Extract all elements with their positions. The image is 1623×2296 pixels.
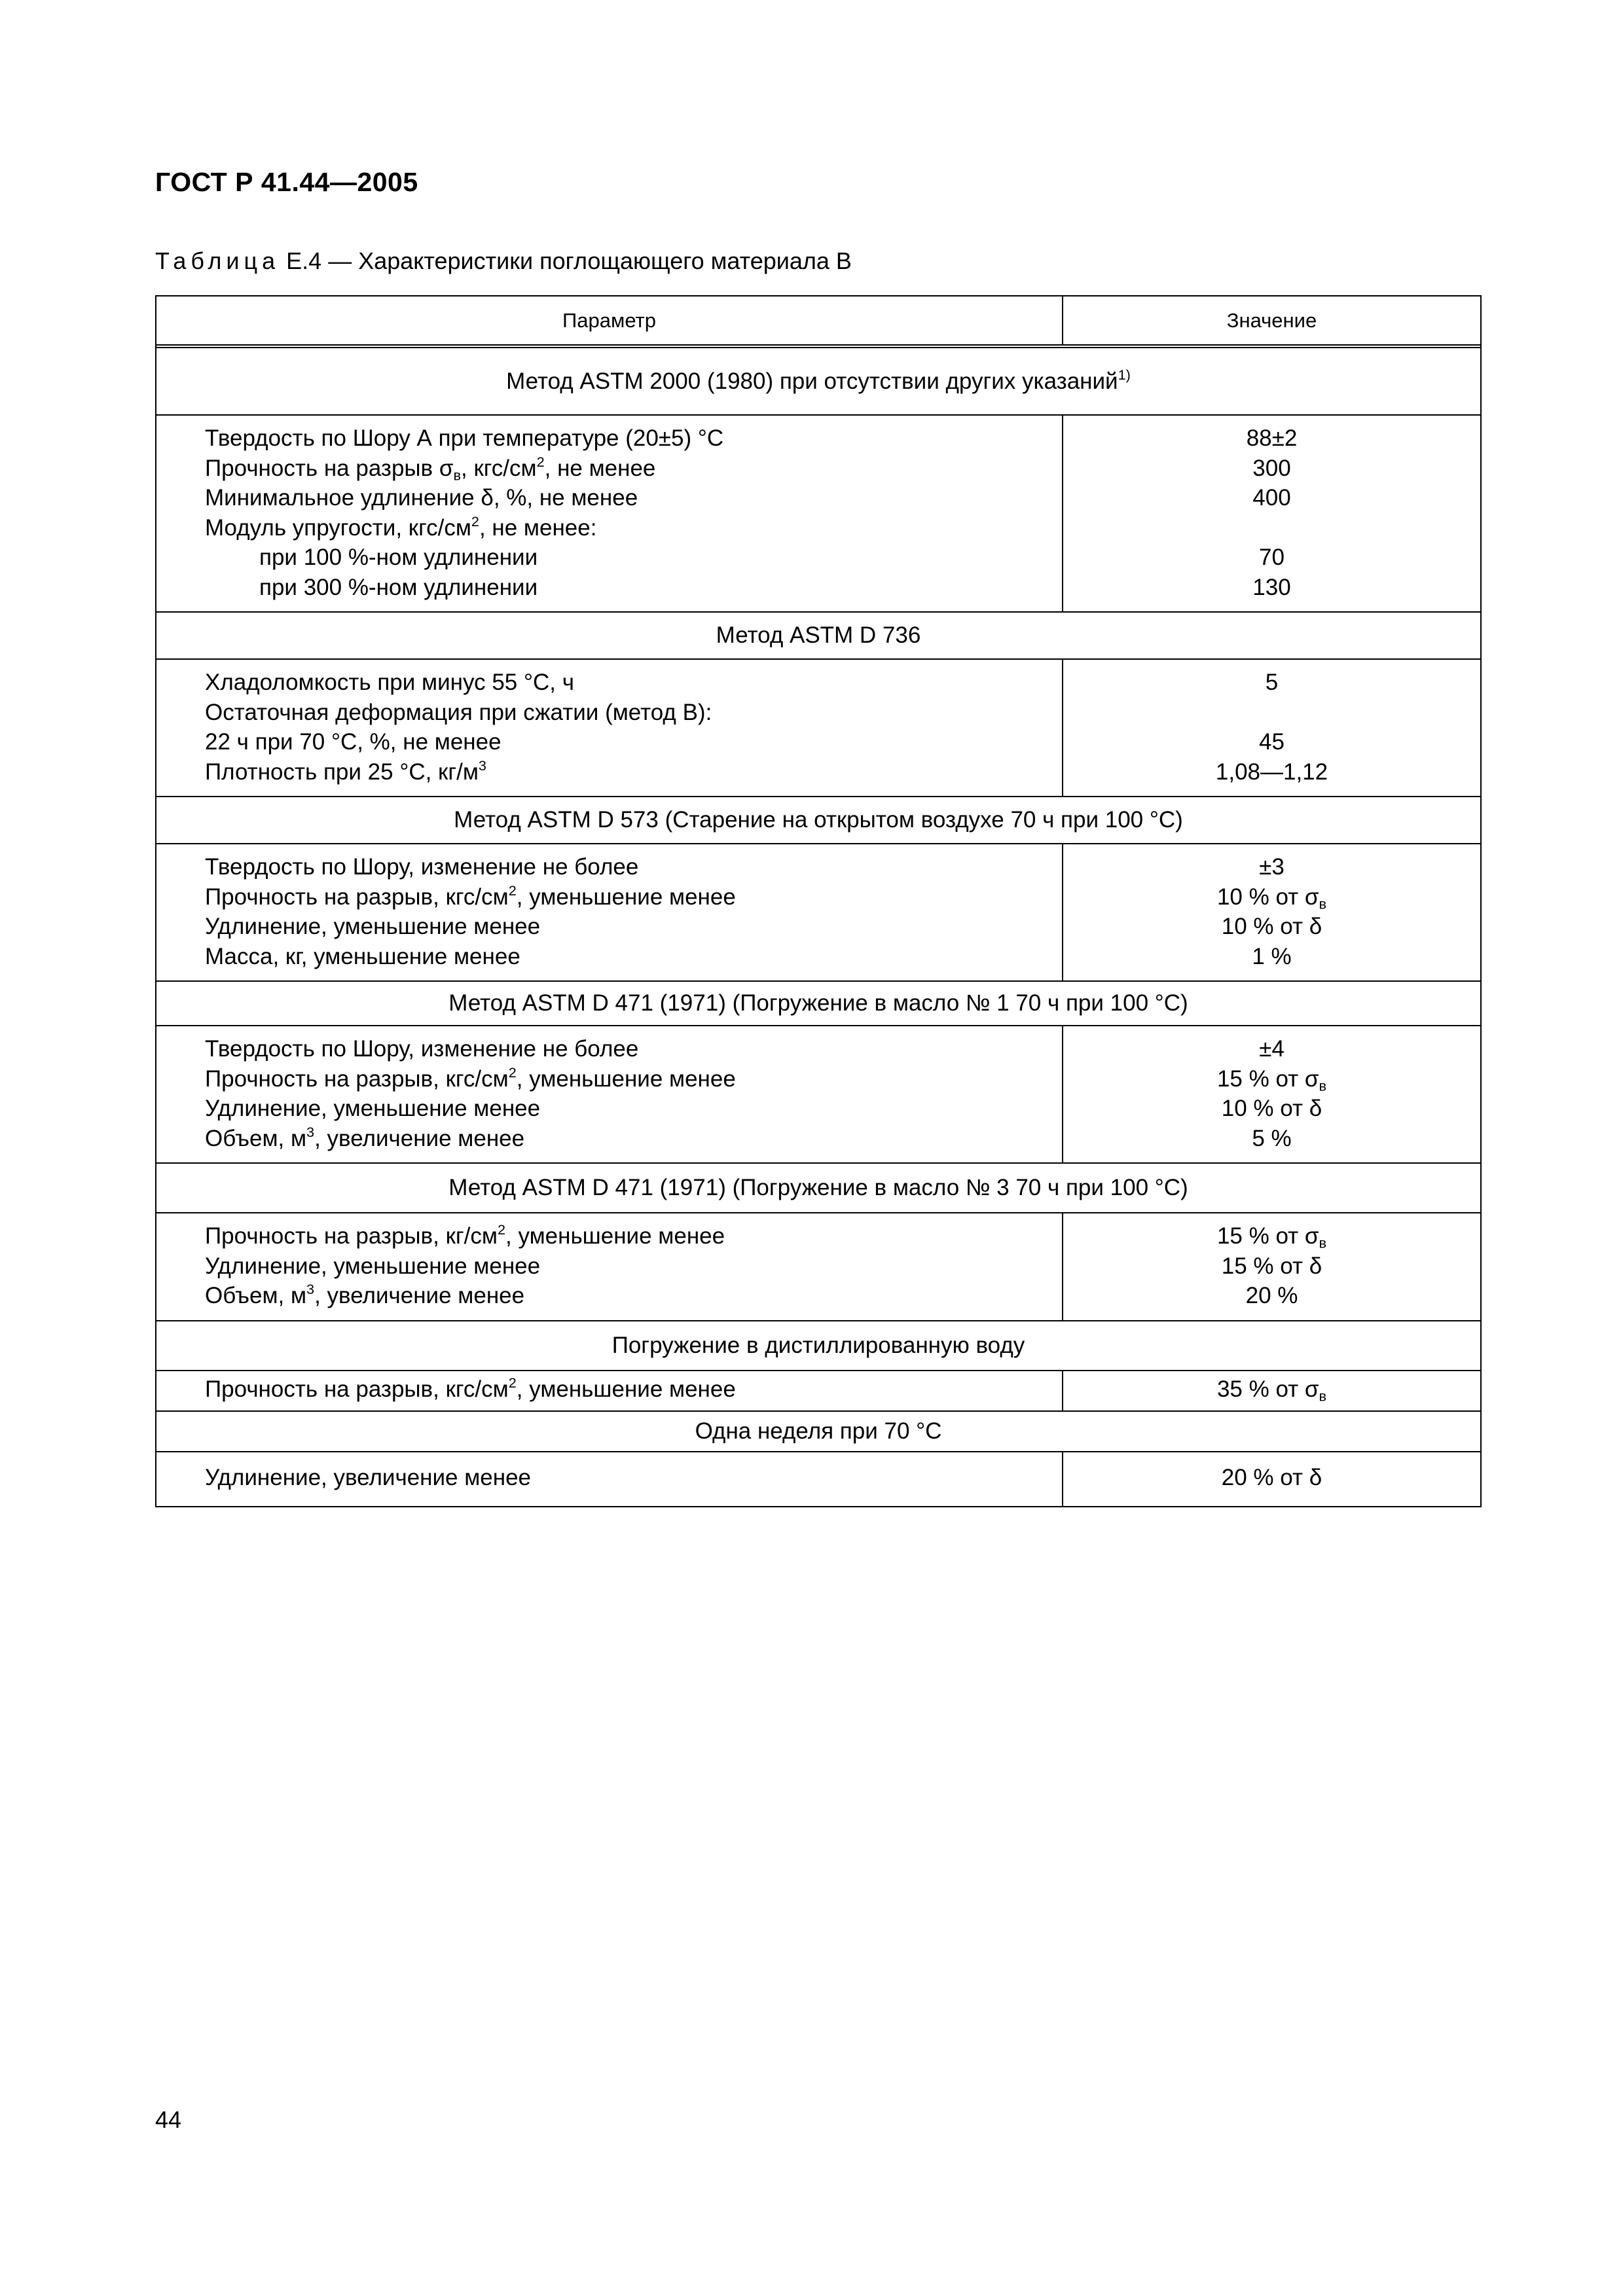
table-header-row (156, 296, 1480, 348)
parameter-cell: Прочность на разрыв, $кг/см^2$, уменьшение менее Удлинение, уменьшение менее Объем, $м^3$, увеличение менее (156, 1213, 1063, 1320)
method-group-row (156, 348, 1480, 414)
table-row (156, 658, 1480, 796)
method-title: Одна неделя при 70 °С (695, 1418, 942, 1444)
value-cell: 88±2 300 400 70 130 (1246, 425, 1298, 600)
parameter-cell: Удлинение, увеличение менее (156, 1452, 1063, 1506)
table-row (156, 1370, 1480, 1411)
column-header-value: Значение (1226, 308, 1317, 332)
method-group-row (156, 1162, 1480, 1212)
table-caption-title: Е.4 — Характеристики поглощающего материала В (280, 247, 852, 274)
table-row (156, 1212, 1480, 1320)
value-cell: ±3 10 % от $\sigma_в$ 10 % от δ 1 % (1216, 854, 1327, 969)
document-header: ГОСТ Р 41.44—2005 (155, 167, 418, 197)
parameter-cell: Прочность на разрыв, кгс/$см^2$, уменьшение менее (156, 1371, 1063, 1411)
characteristics-table (155, 295, 1482, 1507)
value-cell: 15 % от $\sigma_в$ 15 % от δ 20 % (1216, 1223, 1327, 1308)
table-caption-prefix: Таблица (155, 247, 280, 274)
value-cell: 5 45 1,08—1,12 (1215, 670, 1328, 785)
table-caption (155, 247, 852, 275)
method-title: Метод ASTM D 736 (716, 622, 921, 648)
method-group-row (156, 1410, 1480, 1451)
value-cell: 20 % от δ (1221, 1465, 1322, 1490)
table-row (156, 843, 1480, 980)
method-title: Метод ASTM D 573 (Старение на открытом воздухе 70 ч при 100 °С) (454, 807, 1183, 833)
parameter-cell: Твердость по Шору, изменение не более Прочность на разрыв, кгс/$см^2$, уменьшение менее Удлинение, уменьшение менее Объем, $м^3$, увеличение менее (156, 1026, 1063, 1162)
method-group-row (156, 611, 1480, 658)
page-number: 44 (155, 2106, 182, 2133)
method-group-row (156, 796, 1480, 843)
method-title: Погружение в дистиллированную воду (611, 1332, 1025, 1358)
table-row (156, 1025, 1480, 1162)
parameter-cell: Хладоломкость при минус 55 °С, ч Остаточная деформация при сжатии (метод В): 22 ч при 70 °С, %, не менее Плотность при 25 °С, $кг/м^3$ (156, 660, 1063, 796)
method-title: Метод ASTM D 471 (1971) (Погружение в масло № 3 70 ч при 100 °С) (448, 1175, 1188, 1200)
method-title: Метод ASTM 2000 (1980) при отсутствии других указаний$^{1)}$ (506, 366, 1131, 394)
method-group-row (156, 1320, 1480, 1370)
column-header-parameter: Параметр (156, 296, 1063, 344)
footnote-marker: 1) (1118, 366, 1131, 383)
value-cell: 35 % от $\sigma_в$ (1216, 1376, 1327, 1404)
method-title: Метод ASTM D 471 (1971) (Погружение в масло № 1 70 ч при 100 °С) (448, 990, 1188, 1016)
value-cell: ±4 15 % от $\sigma_в$ 10 % от δ 5 % (1216, 1036, 1327, 1151)
parameter-cell: Твердость по Шору, изменение не более Прочность на разрыв, кгс/$см^2$, уменьшение менее Удлинение, уменьшение менее Масса, кг, уменьшение менее (156, 844, 1063, 980)
method-group-row (156, 980, 1480, 1025)
parameter-cell: Твердость по Шору А при температуре (20±5) °С Прочность на разрыв $\sigma_в$, кгс/$см^2$, не менее Минимальное удлинение δ, %, не менее Модуль упругости, кгс/$см^2$, не менее: при 100 %-ном удлинении при 300 %-ном удлинении (156, 416, 1063, 611)
table-row (156, 1451, 1480, 1506)
table-row (156, 414, 1480, 611)
